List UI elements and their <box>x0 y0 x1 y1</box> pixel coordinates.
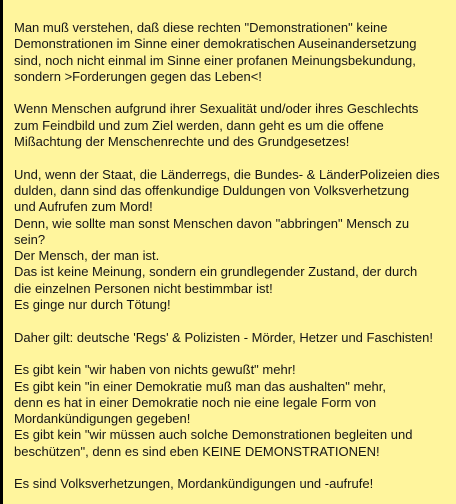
note-panel <box>3 0 456 504</box>
text-line: beschützen", denn es sind eben KEINE DEMONSTRATIONEN! <box>14 443 380 459</box>
paragraph-2 <box>14 101 452 150</box>
text-line: die einzelnen Personen nicht bestimmbar ist! <box>14 280 273 296</box>
text-line: Das ist keine Meinung, sondern ein grundlegender Zustand, der durch <box>14 264 418 280</box>
text-line: sondern >Forderungen gegen das Leben<! <box>14 68 262 84</box>
text-line: Mordankündigungen gegeben! <box>14 411 191 427</box>
text-line: Denn, wie sollte man sonst Menschen davon "abbringen" Mensch zu <box>14 215 410 231</box>
text-line: dulden, dann sind das offenkundige Duldungen von Volksverhetzung <box>14 182 410 198</box>
text-line: Wenn Menschen aufgrund ihrer Sexualität und/oder ihres Geschlechts <box>14 101 419 117</box>
paragraph-5 <box>14 362 452 460</box>
text-line: sein? <box>14 231 46 247</box>
text-line: Der Mensch, der man ist. <box>14 248 160 264</box>
text-line: Man muß verstehen, daß diese rechten "Demonstrationen" keine <box>14 20 388 35</box>
text-line: Und, wenn der Staat, die Länderregs, die Bundes- & LänderPolizeien dies <box>14 166 440 182</box>
paragraph-4 <box>14 330 452 346</box>
paragraph-1 <box>14 20 452 85</box>
text-line: Es gibt kein "wir müssen auch solche Demonstrationen begleiten und <box>14 427 413 443</box>
text-line: Daher gilt: deutsche 'Regs' & Polizisten - Mörder, Hetzer und Faschisten! <box>14 329 433 345</box>
text-line: Es gibt kein "wir haben von nichts gewußt" mehr! <box>14 362 296 378</box>
text-line: und Aufrufen zum Mord! <box>14 199 153 215</box>
text-line: Es ginge nur durch Tötung! <box>14 297 171 313</box>
text-line: Demonstrationen im Sinne einer demokratischen Auseinandersetzung <box>14 36 417 52</box>
paragraph-6 <box>14 476 452 492</box>
text-line: Es sind Volksverhetzungen, Mordankündigungen und -aufrufe! <box>14 476 374 492</box>
text-line: Es gibt kein "in einer Demokratie muß man das aushalten" mehr, <box>14 378 386 394</box>
text-line: sind, noch nicht einmal im Sinne einer profanen Meinungsbekundung, <box>14 52 416 68</box>
paragraph-3 <box>14 167 452 314</box>
text-line: Mißachtung der Menschenrechte und des Grundgesetzes! <box>14 134 350 150</box>
text-line: zum Feindbild und zum Ziel werden, dann geht es um die offene <box>14 117 384 133</box>
text-line: denn es hat in einer Demokratie noch nie eine legale Form von <box>14 394 377 410</box>
